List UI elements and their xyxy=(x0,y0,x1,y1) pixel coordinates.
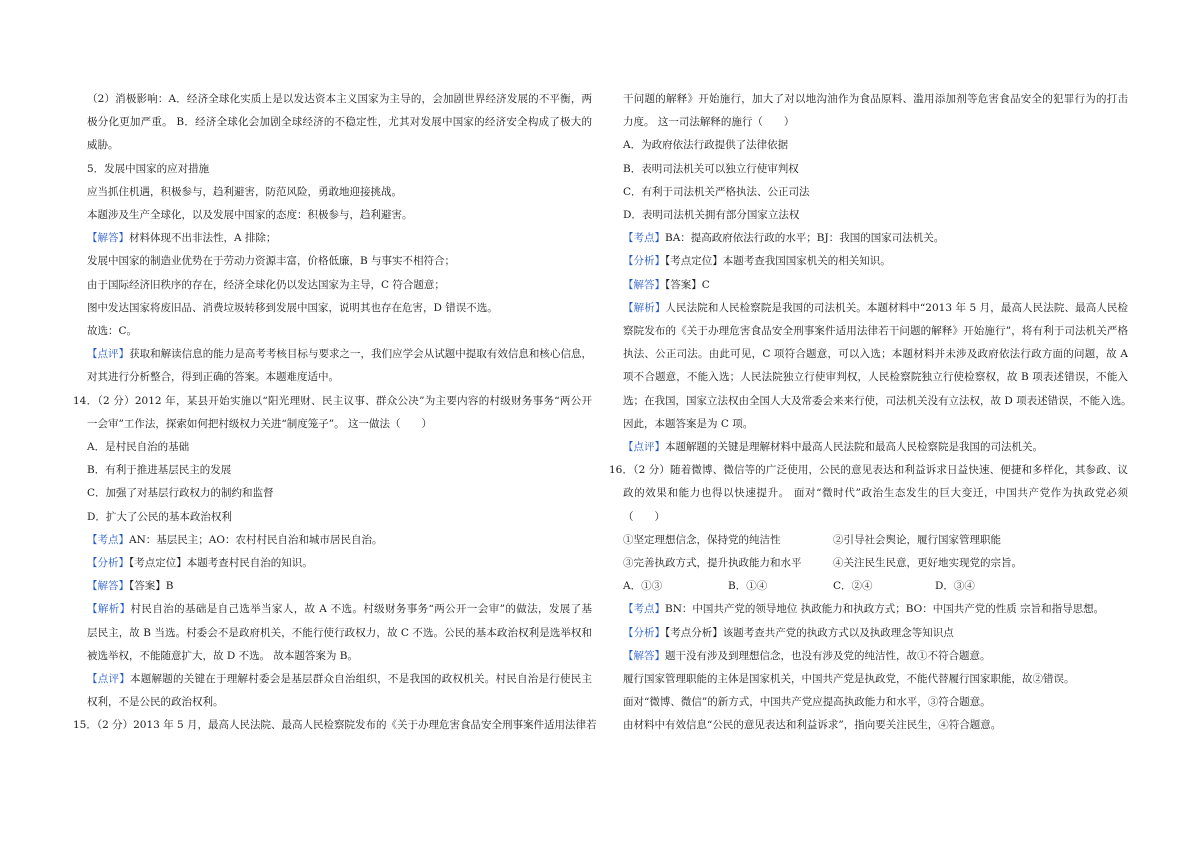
line-text: 材料体现不出非法性，A 排除； xyxy=(129,232,277,245)
right-line xyxy=(623,602,1104,616)
line-text: 层民主，故 B 当选。村委会不是政府机关，不能行使行政权力，故 C 不选。公民的基本政治权利是选举权和 xyxy=(87,626,592,639)
line-text: 由材料中有效信息“公民的意见表达和利益诉求”，指向要关注民生，④符合题意。 xyxy=(623,719,1002,732)
right-line xyxy=(623,208,799,222)
right-line xyxy=(623,92,1128,106)
right-line xyxy=(623,417,753,431)
section-tag: 【分析】 xyxy=(623,626,665,639)
line-text: C．加强了对基层行政权力的制约和监督 xyxy=(87,487,274,500)
right-line xyxy=(623,301,1128,315)
section-tag: 【点评】 xyxy=(623,441,665,453)
line-text: 一会审”工作法，探索如何把村级权力关进“制度笼子”。 这一做法（ ） xyxy=(87,417,432,430)
left-line xyxy=(87,533,382,547)
right-line xyxy=(623,486,1128,500)
left-line xyxy=(87,324,137,338)
section-tag: 【点评】 xyxy=(87,348,130,361)
right-line xyxy=(623,695,991,709)
line-text: BN：中国共产党的领导地位 执政能力和执政方式；BO：中国共产党的性质 宗旨和指导思想。 xyxy=(665,603,1105,616)
left-line xyxy=(87,440,189,454)
answer-option: B．①④ xyxy=(728,580,768,593)
line-text: 权利，不是公民的政治权利。 xyxy=(87,696,224,709)
line-text: D．表明司法机关拥有部分国家立法权 xyxy=(623,209,800,221)
line-text: AN：基层民主；AO：农村村民自治和城市居民自治。 xyxy=(129,533,383,546)
left-line xyxy=(87,602,592,616)
line-text: 由于国际经济旧秩序的存在，经济全球化仍以发达国家为主导，C 符合题意； xyxy=(87,278,445,291)
line-text: 【考点定位】本题考查我国国家机关的相关知识。 xyxy=(665,255,891,268)
left-line xyxy=(87,649,358,663)
right-line xyxy=(623,394,1132,408)
section-tag: 【考点】 xyxy=(87,533,129,546)
line-text: ①坚定理想信念，保持党的纯洁性 xyxy=(623,533,781,546)
line-text: 故选：C。 xyxy=(87,325,138,337)
line-text: 本题解题的关键在于理解村委会是基层群众自治组织，不是我国的政权机关。村民自治是行使民主 xyxy=(130,673,592,685)
right-line xyxy=(623,185,810,199)
line-text: 察院发布的《关于办理危害食品安全刑事案件适用法律若干问题的解释》开始施行”，将有利于司法机关严格 xyxy=(623,325,1128,337)
line-text: （2）消极影响：A．经济全球化实质上是以发达资本主义国家为主导的，会加剧世界经济发展的不平衡，两 xyxy=(87,93,592,105)
section-tag: 【解析】 xyxy=(87,603,131,616)
line-text: 应当抓住机遇，积极参与，趋利避害，防范风险，勇敢地迎接挑战。 xyxy=(87,185,402,198)
line-text: 干问题的解释》开始施行，加大了对以地沟油作为食品原料、滥用添加剂等危害食品安全的犯罪行为的打击 xyxy=(623,93,1128,105)
right-line xyxy=(623,510,665,524)
line-text: A．①③ xyxy=(623,580,663,593)
line-text: 发展中国家的制造业优势在于劳动力资源丰富，价格低廉，B 与事实不相符合； xyxy=(87,255,456,268)
line-text: A．是村民自治的基础 xyxy=(87,441,190,453)
right-line xyxy=(623,231,944,245)
line-text: 力度。 这一司法解释的施行（ ） xyxy=(623,116,795,129)
statement-option: ④关注民生民意，更好地实现党的宗旨。 xyxy=(833,557,1022,569)
answer-option: D．③④ xyxy=(935,580,975,593)
left-line xyxy=(87,370,339,384)
left-line xyxy=(87,579,173,593)
line-text: ③完善执政方式，提升执政能力和水平 xyxy=(623,557,802,569)
right-line xyxy=(623,533,1001,547)
right-line xyxy=(623,324,1128,338)
line-text: 获取和解读信息的能力是高考考核目标与要求之一，我们应学会从试题中提取有效信息和核心信息， xyxy=(129,348,593,361)
right-line xyxy=(623,718,1001,732)
right-line xyxy=(623,138,788,152)
right-line xyxy=(623,254,891,268)
line-text: B．表明司法机关可以独立行使审判权 xyxy=(623,162,799,175)
left-line xyxy=(73,394,592,408)
section-tag: 【解答】 xyxy=(623,649,665,662)
right-line xyxy=(623,370,1128,384)
left-line xyxy=(87,115,592,129)
statement-option: ②引导社会舆论，履行国家管理职能 xyxy=(833,533,1001,546)
line-text: 【答案】B xyxy=(129,580,174,593)
left-line xyxy=(87,231,276,245)
right-line xyxy=(623,626,954,640)
line-text: 14．（2 分）2012 年，某县开始实施以“阳光理财、民主议事、群众公决”为主要内容的村级财务事务“两公开 xyxy=(73,394,592,407)
line-text: 本题解题的关键是理解材料中最高人民法院和最高人民检察院是我国的司法机关。 xyxy=(665,441,1043,453)
left-line xyxy=(87,510,232,524)
left-line xyxy=(87,695,224,709)
line-text: 履行国家管理职能的主体是国家机关，中国共产党是执政党，不能代替履行国家职能，故②错误。 xyxy=(623,673,1075,685)
right-line xyxy=(623,440,1043,454)
left-line xyxy=(87,463,231,477)
left-line xyxy=(87,301,498,315)
left-line xyxy=(87,556,313,570)
right-line xyxy=(623,556,1022,570)
left-line xyxy=(87,626,592,640)
right-line xyxy=(623,115,794,129)
line-text: 被选举权，不能随意扩大，故 D 不选。 故本题答案为 B。 xyxy=(87,649,358,662)
left-line xyxy=(87,486,274,500)
left-line xyxy=(87,347,592,361)
right-line xyxy=(623,672,1075,686)
section-tag: 【点评】 xyxy=(87,673,130,685)
left-line xyxy=(87,138,119,152)
left-line xyxy=(87,672,592,686)
line-text: C．有利于司法机关严格执法、公正司法 xyxy=(623,185,810,198)
section-tag: 【考点】 xyxy=(623,232,665,245)
line-text: 因此，本题答案是为 C 项。 xyxy=(623,417,754,430)
line-text: 政的效果和能力也得以快速提升。 面对“微时代”政治生态发生的巨大变迁，中国共产党作为执政党必须 xyxy=(623,487,1128,500)
line-text: 图中发达国家将废旧品、消费垃圾转移到发展中国家，说明其也存在危害，D 错误不选。 xyxy=(87,301,498,314)
line-text: 项不合题意，不能入选；人民法院独立行使审判权，人民检察院独立行使检察权，故 B 项表述错误，不能入 xyxy=(623,371,1128,384)
line-text: 对其进行分析整合，得到正确的答案。本题难度适中。 xyxy=(87,371,339,384)
section-tag: 【解析】 xyxy=(623,301,666,314)
line-text: 选；在我国，国家立法权由全国人大及常委会来来行使，司法机关没有立法权，故 D 项表述错误，不能入选。 xyxy=(623,394,1132,407)
left-line xyxy=(87,208,413,222)
line-text: 村民自治的基础是自己选举当家人，故 A 不选。村级财务事务“两公开一会审”的做法，发展了基 xyxy=(130,603,593,616)
line-text: 【考点定位】本题考查村民自治的知识。 xyxy=(129,557,313,569)
section-tag: 【解答】 xyxy=(623,278,665,291)
right-line xyxy=(623,649,991,663)
line-text: B．有利于推进基层民主的发展 xyxy=(87,464,232,477)
line-text: D．扩大了公民的基本政治权利 xyxy=(87,510,232,523)
line-text: A．为政府依法行政提供了法律依据 xyxy=(623,139,789,152)
line-text: 16．（2 分）随着微博、微信等的广泛使用，公民的意见表达和利益诉求日益快速、便捷和多样化，其参政、议 xyxy=(609,464,1128,477)
line-text: 执法、公正司法。由此可见，C 项符合题意，可以入选；本题材料并未涉及政府依法行政方面的问题，故 A xyxy=(623,348,1128,361)
line-text: 威胁。 xyxy=(87,139,119,152)
right-line xyxy=(623,162,799,176)
line-text: （ ） xyxy=(623,510,665,523)
left-line xyxy=(87,162,209,176)
answer-option: C．②④ xyxy=(833,580,873,593)
right-line xyxy=(623,579,975,593)
line-text: 面对“微博、微信”的新方式，中国共产党应提高执政能力和水平，③符合题意。 xyxy=(623,696,991,709)
left-line xyxy=(73,718,597,732)
line-text: 【答案】C xyxy=(665,278,710,291)
section-tag: 【考点】 xyxy=(623,603,665,616)
right-line xyxy=(609,463,1128,477)
line-text: 题干没有涉及到理想信念，也没有涉及党的纯洁性，故①不符合题意。 xyxy=(665,649,991,662)
left-line xyxy=(87,278,445,292)
line-text: 人民法院和人民检察院是我国的司法机关。本题材料中“2013 年 5 月，最高人民法院、最高人民检 xyxy=(665,301,1129,314)
right-line xyxy=(623,347,1128,361)
line-text: 15．（2 分）2013 年 5 月，最高人民法院、最高人民检察院发布的《关于办理危害食品安全刑事案件适用法律若 xyxy=(73,719,597,732)
line-text: 【考点分析】该题考查共产党的执政方式以及执政理念等知识点 xyxy=(665,626,954,639)
line-text: 5．发展中国家的应对措施 xyxy=(87,162,210,175)
left-line xyxy=(87,254,455,268)
line-text: BA：提高政府依法行政的水平；BJ：我国的国家司法机关。 xyxy=(665,232,945,245)
section-tag: 【解答】 xyxy=(87,232,129,245)
line-text: 本题涉及生产全球化，以及发展中国家的态度：积极参与，趋利避害。 xyxy=(87,209,413,221)
left-line xyxy=(87,185,402,199)
section-tag: 【分析】 xyxy=(623,255,665,268)
left-line xyxy=(87,417,432,431)
left-line xyxy=(87,92,592,106)
line-text: 极分化更加严重。 B．经济全球化会加剧全球经济的不稳定性，尤其对发展中国家的经济安全构成了极大的 xyxy=(87,116,592,129)
right-line xyxy=(623,278,710,292)
section-tag: 【解答】 xyxy=(87,580,129,593)
section-tag: 【分析】 xyxy=(87,557,129,569)
